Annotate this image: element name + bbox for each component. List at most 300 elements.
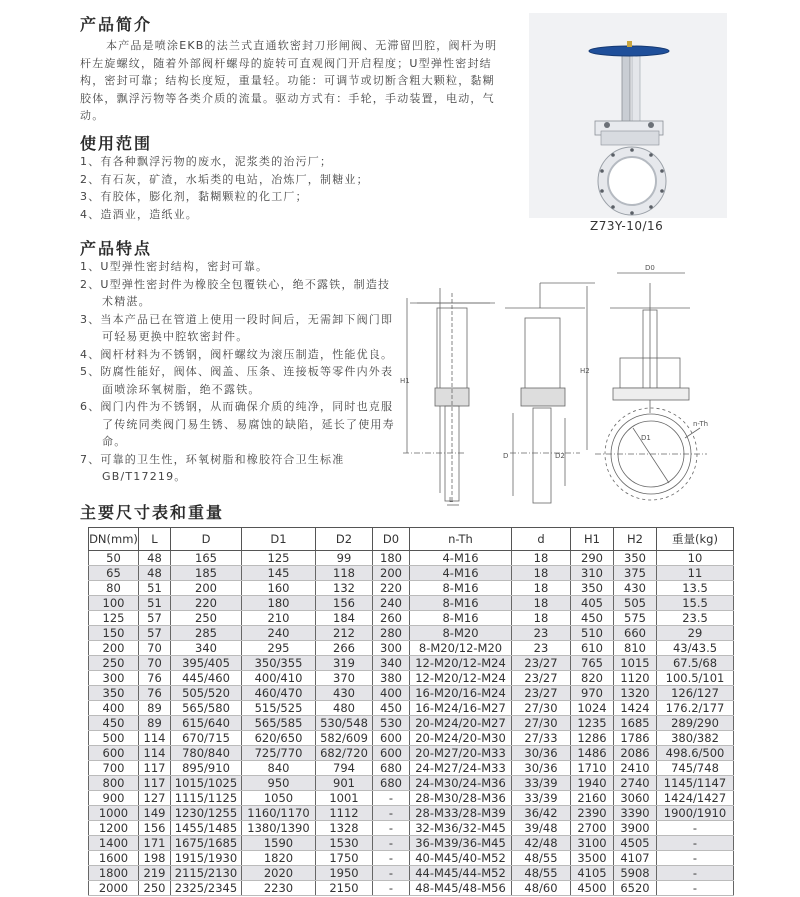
table-cell: 290 [571, 551, 614, 566]
table-cell: 27/33 [512, 731, 571, 746]
table-cell: 700 [89, 761, 139, 776]
table-cell: 51 [139, 596, 171, 611]
column-header: D1 [242, 528, 316, 551]
table-cell: 765 [571, 656, 614, 671]
table-cell: 6520 [614, 881, 657, 896]
table-cell: 530 [373, 716, 410, 731]
table-cell: 125 [242, 551, 316, 566]
table-cell: 65 [89, 566, 139, 581]
table-cell: 1710 [571, 761, 614, 776]
table-cell: - [373, 791, 410, 806]
table-cell: 1000 [89, 806, 139, 821]
table-cell: 160 [242, 581, 316, 596]
table-cell: 2115/2130 [171, 866, 242, 881]
table-cell: 23/27 [512, 686, 571, 701]
table-cell: 610 [571, 641, 614, 656]
table-cell: 582/609 [316, 731, 373, 746]
table-cell: 33/39 [512, 791, 571, 806]
table-cell: 565/580 [171, 701, 242, 716]
table-cell: - [657, 836, 734, 851]
table-cell: 600 [89, 746, 139, 761]
table-cell: 810 [614, 641, 657, 656]
table-cell: 1455/1485 [171, 821, 242, 836]
table-cell: 319 [316, 656, 373, 671]
table-cell: 1001 [316, 791, 373, 806]
table-cell: 800 [89, 776, 139, 791]
table-cell: 2410 [614, 761, 657, 776]
table-cell: 2150 [316, 881, 373, 896]
table-cell: 1950 [316, 866, 373, 881]
table-cell: 450 [571, 611, 614, 626]
table-cell: 185 [171, 566, 242, 581]
table-cell: 350 [89, 686, 139, 701]
column-header: D2 [316, 528, 373, 551]
table-row [89, 551, 734, 566]
table-cell: 114 [139, 746, 171, 761]
table-cell: 13.5 [657, 581, 734, 596]
column-header: H2 [614, 528, 657, 551]
table-cell: 1590 [242, 836, 316, 851]
table-cell: - [373, 881, 410, 896]
table-cell: 380 [373, 671, 410, 686]
table-cell: 1486 [571, 746, 614, 761]
table-cell: - [657, 851, 734, 866]
table-cell: 70 [139, 641, 171, 656]
label-h2: H2 [580, 367, 590, 375]
table-cell: 8-M16 [410, 611, 512, 626]
table-row [89, 851, 734, 866]
table-cell: 44-M45/44-M52 [410, 866, 512, 881]
table-cell: 16-M20/16-M24 [410, 686, 512, 701]
table-row [89, 671, 734, 686]
table-cell: 340 [373, 656, 410, 671]
table-cell: 430 [614, 581, 657, 596]
table-cell: 100 [89, 596, 139, 611]
table-cell: 1235 [571, 716, 614, 731]
table-cell: 840 [242, 761, 316, 776]
table-cell: 445/460 [171, 671, 242, 686]
table-cell: 80 [89, 581, 139, 596]
features-list [80, 258, 395, 486]
table-header-row [89, 528, 734, 551]
table-cell: 1530 [316, 836, 373, 851]
table-row [89, 581, 734, 596]
table-cell: 1750 [316, 851, 373, 866]
table-cell: 250 [171, 611, 242, 626]
table-row [89, 656, 734, 671]
table-cell: 18 [512, 611, 571, 626]
table-cell: 23.5 [657, 611, 734, 626]
table-cell: - [657, 881, 734, 896]
feature-item: 6、阀门内件为不锈钢，从而确保介质的纯净，同时也克服了传统同类阀门易生锈、易腐蚀的缺陷，延长了使用寿命。 [80, 400, 395, 448]
table-cell: 400 [373, 686, 410, 701]
table-cell: 8-M16 [410, 581, 512, 596]
table-row [89, 611, 734, 626]
table-cell: 1320 [614, 686, 657, 701]
table-cell: 180 [242, 596, 316, 611]
intro-title: 产品简介 [80, 15, 153, 34]
column-header: L [139, 528, 171, 551]
table-cell: 670/715 [171, 731, 242, 746]
table-cell: 660 [614, 626, 657, 641]
table-cell: 4105 [571, 866, 614, 881]
table-cell: 27/30 [512, 701, 571, 716]
table-cell: 1424/1427 [657, 791, 734, 806]
table-cell: 565/585 [242, 716, 316, 731]
table-cell: 295 [242, 641, 316, 656]
table-cell: 480 [316, 701, 373, 716]
table-cell: 76 [139, 686, 171, 701]
table-cell: - [657, 866, 734, 881]
table-cell: 3900 [614, 821, 657, 836]
table-cell: 18 [512, 581, 571, 596]
feature-item: 2、U型弹性密封件为橡胶全包覆铁心，绝不露铁，制造技术精湛。 [80, 277, 391, 308]
table-cell: 340 [171, 641, 242, 656]
table-cell: 1024 [571, 701, 614, 716]
feature-item: 7、可靠的卫生性，环氧树脂和橡胶符合卫生标准GB/T17219。 [80, 452, 345, 483]
scope-title: 使用范围 [80, 134, 153, 153]
table-cell: 28-M33/28-M39 [410, 806, 512, 821]
table-cell: 200 [89, 641, 139, 656]
scope-list [80, 153, 400, 223]
table-cell: 901 [316, 776, 373, 791]
feature-item: 1、U型弹性密封结构，密封可靠。 [80, 260, 269, 273]
scope-item: 1、有各种飘浮污物的废水，泥浆类的治污厂； [80, 155, 333, 168]
table-row [89, 746, 734, 761]
product-photo [529, 13, 727, 218]
table-cell: 57 [139, 611, 171, 626]
table-cell: 375 [614, 566, 657, 581]
table-cell: 1050 [242, 791, 316, 806]
table-cell: 8-M16 [410, 596, 512, 611]
table-cell: 300 [373, 641, 410, 656]
table-cell: 310 [571, 566, 614, 581]
table-row [89, 866, 734, 881]
table-cell: 12-M20/12-M24 [410, 656, 512, 671]
table-cell: 43/43.5 [657, 641, 734, 656]
features-title: 产品特点 [80, 239, 153, 258]
table-cell: 23/27 [512, 671, 571, 686]
table-cell: 48/55 [512, 866, 571, 881]
table-cell: 100.5/101 [657, 671, 734, 686]
table-cell: 1915/1930 [171, 851, 242, 866]
table-row [89, 626, 734, 641]
table-cell: 165 [171, 551, 242, 566]
table-cell: 950 [242, 776, 316, 791]
table-cell: 498.6/500 [657, 746, 734, 761]
table-cell: 18 [512, 566, 571, 581]
label-d0: D0 [645, 264, 655, 272]
table-cell: 127 [139, 791, 171, 806]
table-cell: 132 [316, 581, 373, 596]
table-cell: 125 [89, 611, 139, 626]
column-header: D0 [373, 528, 410, 551]
table-cell: 2325/2345 [171, 881, 242, 896]
table-row [89, 566, 734, 581]
table-cell: 600 [373, 746, 410, 761]
label-d2: D2 [555, 452, 565, 460]
table-cell: 1160/1170 [242, 806, 316, 821]
table-cell: 48 [139, 551, 171, 566]
label-d1: D1 [641, 434, 651, 442]
table-cell: 500 [89, 731, 139, 746]
table-cell: 220 [171, 596, 242, 611]
table-cell: 300 [89, 671, 139, 686]
table-cell: 1940 [571, 776, 614, 791]
table-cell: 18 [512, 551, 571, 566]
table-cell: 4107 [614, 851, 657, 866]
table-cell: 285 [171, 626, 242, 641]
table-cell: 350 [614, 551, 657, 566]
table-cell: 200 [171, 581, 242, 596]
feature-item: 4、阀杆材料为不锈钢，阀杆螺纹为滚压制造，性能优良。 [80, 347, 394, 361]
table-cell: 24-M30/24-M36 [410, 776, 512, 791]
table-cell: 2020 [242, 866, 316, 881]
table-cell: 33/39 [512, 776, 571, 791]
table-cell: 350/355 [242, 656, 316, 671]
table-cell: 2740 [614, 776, 657, 791]
table-cell: 725/770 [242, 746, 316, 761]
table-cell: 15.5 [657, 596, 734, 611]
label-h1: H1 [400, 377, 410, 385]
table-cell: 145 [242, 566, 316, 581]
table-cell: 30/36 [512, 746, 571, 761]
table-cell: 32-M36/32-M45 [410, 821, 512, 836]
table-row [89, 641, 734, 656]
table-cell: 24-M27/24-M33 [410, 761, 512, 776]
table-cell: 515/525 [242, 701, 316, 716]
table-cell: 2160 [571, 791, 614, 806]
table-cell: 51 [139, 581, 171, 596]
table-cell: 2700 [571, 821, 614, 836]
table-cell: 2000 [89, 881, 139, 896]
table-cell: 212 [316, 626, 373, 641]
table-cell: 2230 [242, 881, 316, 896]
table-cell: 505/520 [171, 686, 242, 701]
feature-item: 3、当本产品已在管道上使用一段时间后，无需卸下阀门即可轻易更换中腔软密封件。 [80, 312, 394, 343]
table-cell: - [373, 821, 410, 836]
table-cell: 2390 [571, 806, 614, 821]
table-cell: 1600 [89, 851, 139, 866]
table-cell: 250 [139, 881, 171, 896]
table-cell: 460/470 [242, 686, 316, 701]
table-cell: 530/548 [316, 716, 373, 731]
table-cell: 48/55 [512, 851, 571, 866]
table-cell: 48 [139, 566, 171, 581]
table-cell: 156 [139, 821, 171, 836]
table-cell: 260 [373, 611, 410, 626]
table-cell: 18 [512, 596, 571, 611]
feature-item: 5、防腐性能好，阀体、阀盖、压条、连接板等零件内外表面喷涂环氧树脂，绝不露铁。 [80, 365, 394, 396]
table-cell: 680 [373, 761, 410, 776]
table-cell: 780/840 [171, 746, 242, 761]
table-row [89, 731, 734, 746]
table-cell: - [373, 866, 410, 881]
table-cell: 266 [316, 641, 373, 656]
table-cell: 39/48 [512, 821, 571, 836]
table-cell: 620/650 [242, 731, 316, 746]
table-cell: 1400 [89, 836, 139, 851]
column-header: DN(mm) [89, 528, 139, 551]
table-cell: 1820 [242, 851, 316, 866]
table-cell: 150 [89, 626, 139, 641]
table-cell: 171 [139, 836, 171, 851]
table-row [89, 596, 734, 611]
table-cell: 615/640 [171, 716, 242, 731]
table-cell: 2086 [614, 746, 657, 761]
table-cell: 380/382 [657, 731, 734, 746]
table-cell: 220 [373, 581, 410, 596]
table-row [89, 686, 734, 701]
table-cell: 1115/1125 [171, 791, 242, 806]
table-cell: 1800 [89, 866, 139, 881]
table-cell: 89 [139, 716, 171, 731]
table-cell: - [373, 806, 410, 821]
table-cell: 20-M27/20-M33 [410, 746, 512, 761]
table-cell: 4-M16 [410, 566, 512, 581]
table-cell: 1145/1147 [657, 776, 734, 791]
table-cell: 1015 [614, 656, 657, 671]
table-cell: 1328 [316, 821, 373, 836]
table-cell: 1786 [614, 731, 657, 746]
table-cell: 67.5/68 [657, 656, 734, 671]
table-cell: 48-M45/48-M56 [410, 881, 512, 896]
table-cell: 184 [316, 611, 373, 626]
table-cell: 400 [89, 701, 139, 716]
table-cell: 1380/1390 [242, 821, 316, 836]
table-row [89, 881, 734, 896]
table-cell: 250 [89, 656, 139, 671]
column-header: H1 [571, 528, 614, 551]
table-cell: 405 [571, 596, 614, 611]
label-nth: n-Th [693, 420, 709, 428]
table-cell: 200 [373, 566, 410, 581]
table-row [89, 821, 734, 836]
table-cell: 3390 [614, 806, 657, 821]
table-row [89, 791, 734, 806]
column-header: 重量(kg) [657, 528, 734, 551]
scope-item: 4、造酒业，造纸业。 [80, 207, 198, 221]
table-cell: 156 [316, 596, 373, 611]
table-cell: 450 [89, 716, 139, 731]
table-cell: 16-M24/16-M27 [410, 701, 512, 716]
table-row [89, 776, 734, 791]
intro-text: 本产品是喷涂EKB的法兰式直通软密封刀形闸阀、无滞留凹腔，阀杆为明杆左旋螺纹，随着外部阀杆螺母的旋转可直观阀门开启程度；U型弹性密封结构，密封可靠；结构长度短，重量轻。功能：可调节或切断含粗大颗粒，黏糊胶体，飘浮污物等各类介质的流量。驱动方式有：手轮，手动装置，电动，气动。 [80, 39, 498, 122]
table-row [89, 701, 734, 716]
photo-caption: Z73Y-10/16 [590, 219, 664, 233]
table-cell: 505 [614, 596, 657, 611]
table-cell: 1900/1910 [657, 806, 734, 821]
table-cell: 289/290 [657, 716, 734, 731]
table-cell: 1675/1685 [171, 836, 242, 851]
knife-gate-valve-image [529, 13, 727, 218]
label-d: D [503, 452, 509, 460]
table-cell: 20-M24/20-M27 [410, 716, 512, 731]
technical-drawing [395, 258, 715, 510]
table-cell: 29 [657, 626, 734, 641]
table-cell: 117 [139, 776, 171, 791]
table-cell: 210 [242, 611, 316, 626]
table-cell: 23 [512, 626, 571, 641]
table-cell: 42/48 [512, 836, 571, 851]
table-cell: 219 [139, 866, 171, 881]
label-l: L [449, 496, 453, 504]
table-cell: 4-M16 [410, 551, 512, 566]
table-cell: 794 [316, 761, 373, 776]
table-cell: 1112 [316, 806, 373, 821]
table-cell: 1424 [614, 701, 657, 716]
table-cell: 745/748 [657, 761, 734, 776]
scope-item: 2、有石灰，矿渣，水垢类的电站，冶炼厂，制糖业； [80, 172, 369, 186]
table-cell: 126/127 [657, 686, 734, 701]
table-cell: 240 [373, 596, 410, 611]
table-cell: 600 [373, 731, 410, 746]
table-cell: 680 [373, 776, 410, 791]
table-cell: - [373, 851, 410, 866]
table-cell: 180 [373, 551, 410, 566]
table-cell: 895/910 [171, 761, 242, 776]
table-row [89, 716, 734, 731]
table-cell: 8-M20 [410, 626, 512, 641]
table-cell: 450 [373, 701, 410, 716]
table-cell: 1685 [614, 716, 657, 731]
table-cell: 89 [139, 701, 171, 716]
table-cell: 370 [316, 671, 373, 686]
scope-item: 3、有胶体，膨化剂，黏糊颗粒的化工厂； [80, 190, 308, 203]
table-cell: 8-M20/12-M20 [410, 641, 512, 656]
table-cell: 50 [89, 551, 139, 566]
column-header: n-Th [410, 528, 512, 551]
table-cell: 510 [571, 626, 614, 641]
table-cell: 36/42 [512, 806, 571, 821]
column-header: D [171, 528, 242, 551]
table-cell: 198 [139, 851, 171, 866]
table-cell: 5908 [614, 866, 657, 881]
table-cell: 99 [316, 551, 373, 566]
table-cell: 395/405 [171, 656, 242, 671]
table-cell: 149 [139, 806, 171, 821]
table-title: 主要尺寸表和重量 [80, 503, 225, 522]
table-cell: 1200 [89, 821, 139, 836]
table-cell: 1286 [571, 731, 614, 746]
table-cell: 48/60 [512, 881, 571, 896]
table-cell: 28-M30/28-M36 [410, 791, 512, 806]
table-cell: 1015/1025 [171, 776, 242, 791]
table-cell: - [657, 821, 734, 836]
table-row [89, 836, 734, 851]
table-cell: 10 [657, 551, 734, 566]
table-cell: 3060 [614, 791, 657, 806]
column-header: d [512, 528, 571, 551]
table-cell: - [373, 836, 410, 851]
table-cell: 4500 [571, 881, 614, 896]
table-cell: 27/30 [512, 716, 571, 731]
dimension-table [88, 527, 734, 896]
table-row [89, 806, 734, 821]
table-cell: 3500 [571, 851, 614, 866]
table-cell: 430 [316, 686, 373, 701]
table-cell: 30/36 [512, 761, 571, 776]
table-cell: 57 [139, 626, 171, 641]
table-row [89, 761, 734, 776]
table-cell: 118 [316, 566, 373, 581]
table-cell: 12-M20/12-M24 [410, 671, 512, 686]
table-cell: 4505 [614, 836, 657, 851]
table-cell: 820 [571, 671, 614, 686]
table-cell: 20-M24/20-M30 [410, 731, 512, 746]
table-cell: 70 [139, 656, 171, 671]
table-cell: 970 [571, 686, 614, 701]
